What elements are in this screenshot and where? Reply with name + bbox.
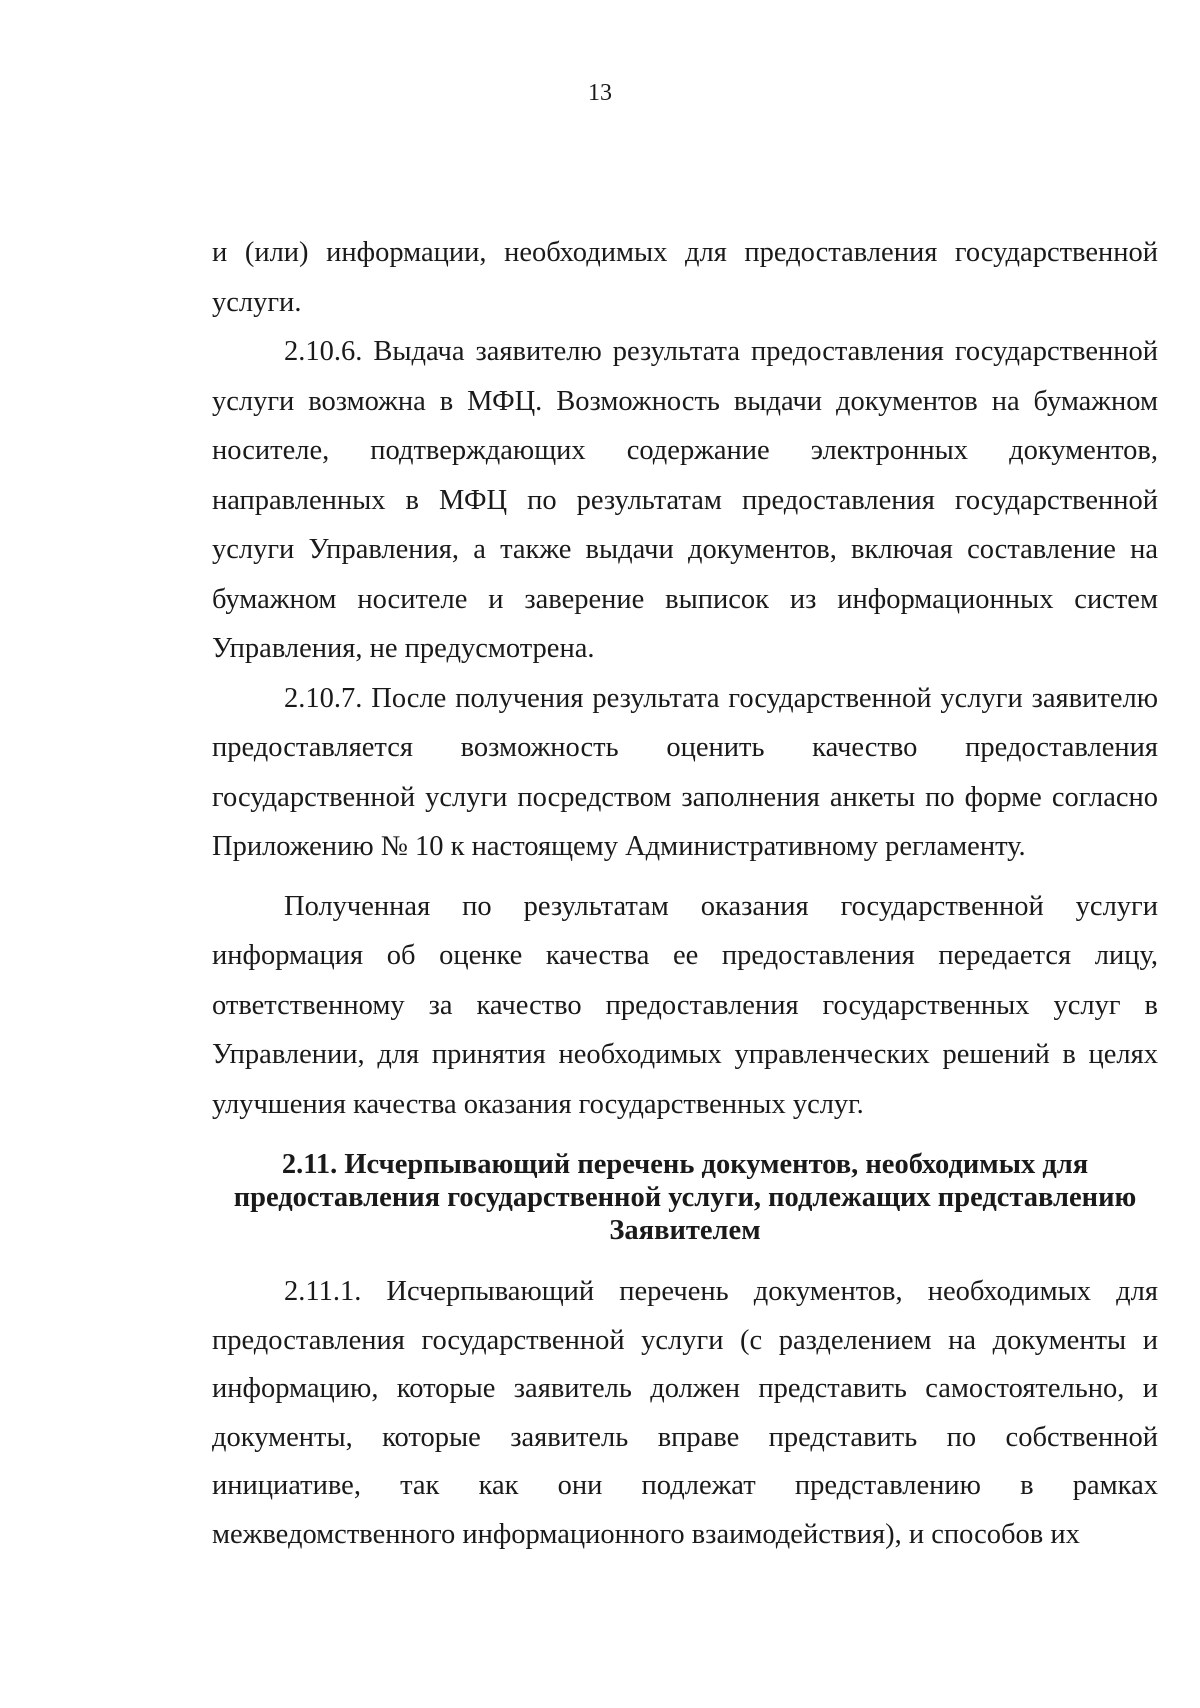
paragraph-2-10-6: 2.10.6. Выдача заявителю результата предоставления государственной услуги возможна в МФЦ. Возможность выдачи документов на бумажном носителе, подтверждающих содержание электронных документов, направленных в МФЦ по результатам предоставления государственной услуги Управления, а также выдачи документов, включая составление на бумажном носителе и заверение выписок из информационных систем Управления, не предусмотрена.: [212, 336, 1158, 664]
paragraph-continuation: и (или) информации, необходимых для предоставления государственной услуги.: [212, 237, 1158, 318]
paragraph-2-10-7: 2.10.7. После получения результата государственной услуги заявителю предоставляется возможность оценить качество предоставления государственной услуги посредством заполнения анкеты по форме согласно Приложению № 10 к настоящему Административному регламенту.: [212, 682, 1158, 862]
section-heading-line: 2.11. Исчерпывающий перечень документов, необходимых для: [281, 1149, 1089, 1180]
paragraph-2-11-1: 2.11.1. Исчерпывающий перечень документов, необходимых для предоставления государственной услуги (с разделением на документы и информацию, которые заявитель должен представить самостоятельно, и документы, которые заявитель вправе представить по собственной инициативе, так как они подлежат представлению в рамках межведомственного информационного взаимодействия), и способов их: [212, 1276, 1158, 1550]
section-heading-2-11: [212, 1148, 1158, 1247]
page-number: 13: [588, 80, 612, 106]
body-text-bottom: [212, 1268, 1158, 1559]
section-heading-line: предоставления государственной услуги, подлежащих представлению: [233, 1182, 1137, 1213]
section-heading-line: Заявителем: [609, 1215, 761, 1246]
body-text-top: [212, 228, 1158, 1129]
paragraph-feedback-info: Полученная по результатам оказания государственной услуги информация об оценке качества ее предоставления передается лицу, ответственному за качество предоставления государственных услуг в Управлении, для принятия необходимых управленческих решений в целях улучшения качества оказания государственных услуг.: [212, 890, 1158, 1120]
